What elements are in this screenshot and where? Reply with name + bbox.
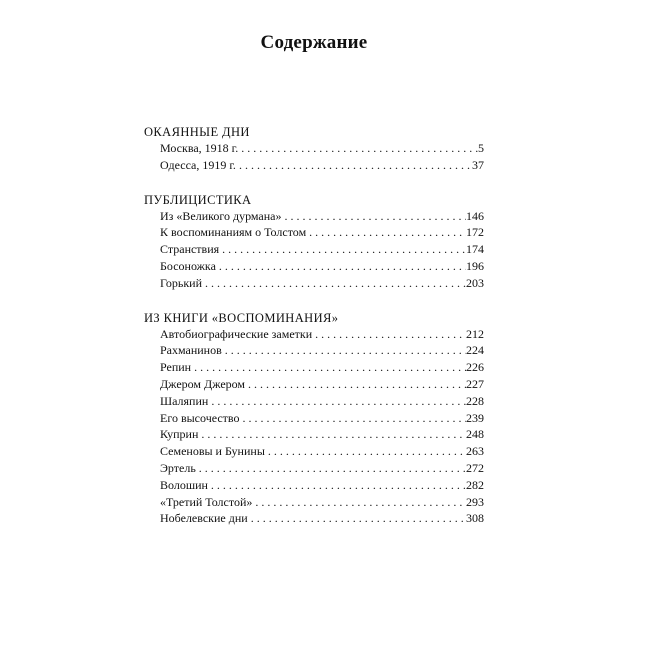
entry-label: Семеновы и Бунины [160, 444, 265, 459]
entry-label: Из «Великого дурмана» [160, 208, 282, 223]
entry-label: Горький [160, 275, 203, 290]
entry-label: «Третий Толстой» [160, 494, 253, 509]
entry-page-number: 272 [466, 460, 484, 475]
entry-page-number: 239 [466, 410, 484, 425]
entry-label: Репин [160, 360, 192, 375]
dot-leader [312, 326, 466, 343]
entry-page-number: 227 [466, 376, 484, 391]
entry-page-number: 5 [478, 141, 484, 155]
toc-entry [144, 275, 484, 292]
entry-label: Волошин [160, 477, 208, 492]
entry-page-number: 196 [466, 258, 484, 273]
dot-leader [306, 224, 466, 241]
entry-page-number: 37 [472, 157, 484, 172]
toc-entry [144, 410, 484, 427]
entry-label: Одесса, 1919 г. [160, 157, 236, 172]
section-title: ПУБЛИЦИСТИКА [144, 192, 252, 207]
toc-entry [144, 140, 484, 157]
toc-entry [144, 342, 484, 359]
toc-entry [144, 208, 484, 225]
toc-entry [144, 426, 484, 443]
dot-leader [216, 258, 466, 275]
toc-entry [144, 460, 484, 477]
entry-page-number: 293 [466, 494, 484, 509]
entry-page-number: 282 [466, 477, 484, 492]
entry-page-number: 174 [466, 242, 484, 257]
entry-label: Москва, 1918 г. [160, 141, 239, 155]
dot-leader [208, 477, 466, 494]
dot-leader [222, 342, 466, 359]
toc-entry [144, 393, 484, 410]
page-title: Содержание [260, 32, 368, 53]
dot-leader [191, 359, 466, 376]
entry-page-number: 263 [466, 444, 484, 459]
entry-page-number: 172 [466, 225, 484, 240]
section-title: ИЗ КНИГИ «ВОСПОМИНАНИЯ» [144, 310, 339, 325]
toc-entry [144, 157, 484, 174]
toc-entry [144, 326, 484, 343]
entry-page-number: 203 [466, 275, 484, 290]
dot-leader [238, 140, 478, 157]
toc-section-vospominaniya [144, 310, 484, 528]
entry-label: Нобелевские дни [160, 511, 248, 526]
entry-page-number: 226 [466, 360, 484, 375]
toc-entry [144, 258, 484, 275]
dot-leader [202, 275, 466, 292]
dot-leader [208, 393, 466, 410]
dot-leader [198, 426, 466, 443]
dot-leader [219, 241, 466, 258]
entry-label: Автобиографические заметки [160, 326, 313, 341]
dot-leader [236, 157, 472, 174]
toc-entry [144, 359, 484, 376]
entry-label: Странствия [160, 242, 220, 257]
dot-leader [265, 443, 466, 460]
toc-entry [144, 510, 484, 527]
dot-leader [282, 208, 467, 225]
entry-label: Шаляпин [160, 393, 209, 408]
entry-label: Куприн [160, 427, 199, 442]
table-of-contents [144, 124, 484, 545]
dot-leader [196, 460, 466, 477]
entry-label: Джером Джером [160, 376, 246, 391]
entry-label: Рахманинов [160, 343, 222, 358]
toc-entry [144, 494, 484, 511]
entry-label: Его высочество [160, 410, 240, 425]
toc-entry [144, 241, 484, 258]
entry-page-number: 224 [466, 343, 484, 358]
toc-section-okayannye-dni [144, 124, 484, 174]
toc-entry [144, 443, 484, 460]
entry-label: К воспоминаниям о Толстом [160, 225, 307, 240]
dot-leader [248, 510, 466, 527]
entry-label: Босоножка [160, 258, 216, 273]
entry-page-number: 228 [466, 393, 484, 408]
section-title: ОКАЯННЫЕ ДНИ [144, 125, 250, 139]
toc-entry [144, 477, 484, 494]
entry-page-number: 146 [466, 208, 484, 223]
dot-leader [245, 376, 466, 393]
dot-leader [240, 410, 466, 427]
toc-section-publitsistika [144, 192, 484, 292]
toc-entry [144, 224, 484, 241]
entry-page-number: 248 [466, 427, 484, 442]
dot-leader [252, 494, 466, 511]
entry-page-number: 308 [466, 511, 484, 526]
toc-entry [144, 376, 484, 393]
entry-page-number: 212 [466, 326, 484, 341]
entry-label: Эртель [160, 460, 196, 475]
